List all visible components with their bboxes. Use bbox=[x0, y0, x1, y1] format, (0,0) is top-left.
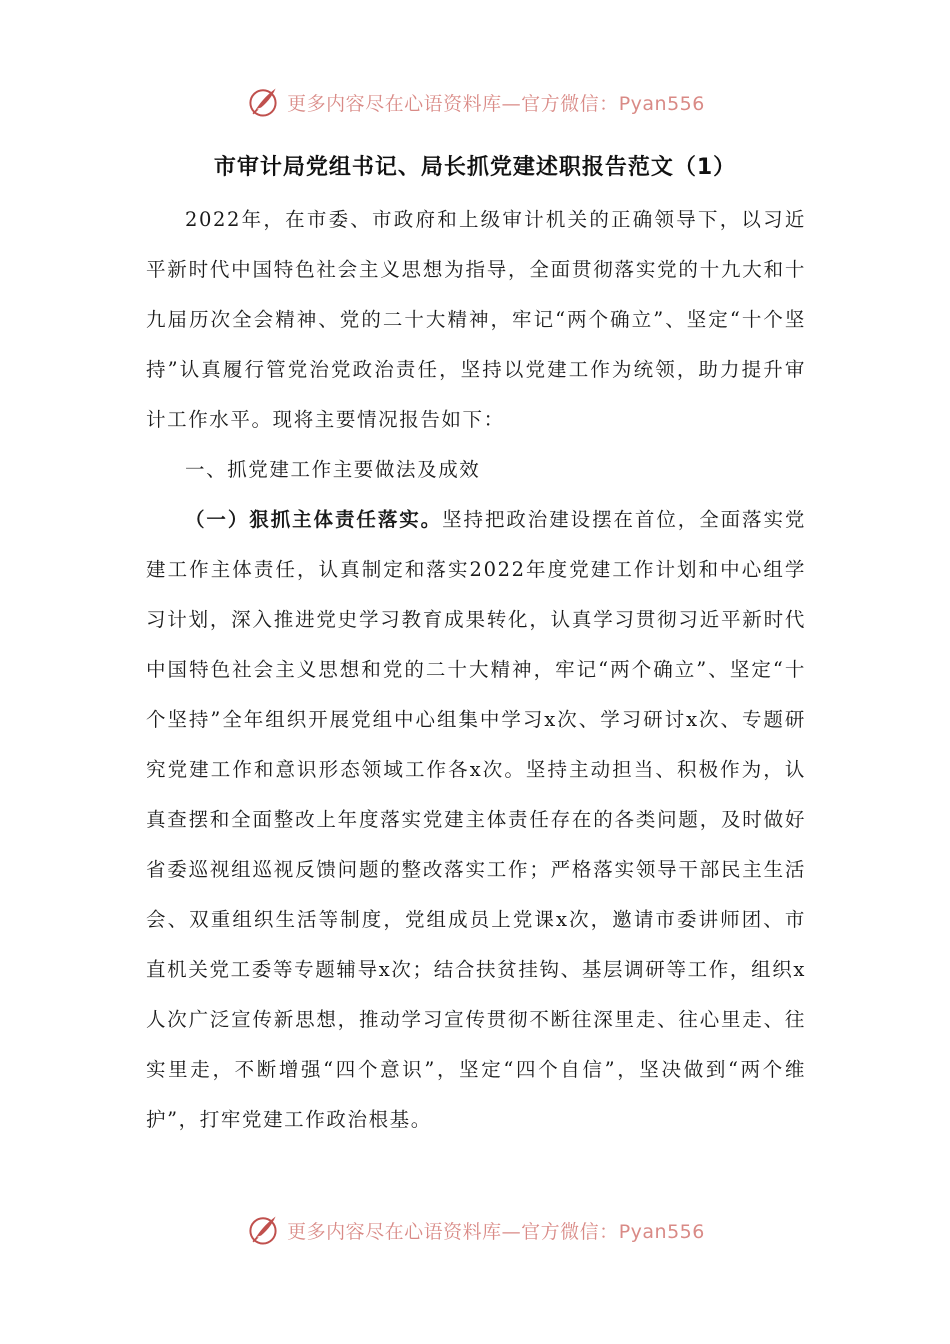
document-title: 市审计局党组书记、局长抓党建述职报告范文（1） bbox=[213, 155, 737, 180]
watermark-wechat-label: 官方微信： bbox=[521, 92, 619, 115]
watermark-wechat-id: Pyan556 bbox=[618, 1220, 705, 1243]
watermark-separator: — bbox=[501, 1220, 522, 1243]
item-1-paragraph bbox=[146, 495, 806, 1145]
quill-pen-logo-icon bbox=[245, 1212, 281, 1248]
watermark-brand: 更多内容尽在心语资料库 bbox=[287, 1220, 502, 1243]
item-1-text: 坚持把政治建设摆在首位，全面落实党建工作主体责任，认真制定和落实2022年度党建工作计划和中心组学习计划，深入推进党史学习教育成果转化，认真学习贯彻习近平新时代中国特色社会主义思想和党的二十大精神，牢记“两个确立”、坚定“十个坚持”全年组织开展党组中心组集中学习x次、学习研讨x次、专题研究党建工作和意识形态领域工作各x次。坚持主动担当、积极作为，认真查摆和全面整改上年度落实党建主体责任存在的各类问题，及时做好省委巡视组巡视反馈问题的整改落实工作；严格落实领导干部民主生活会、双重组织生活等制度，党组成员上党课x次，邀请市委讲师团、市直机关党工委等专题辅导x次；结合扶贫挂钩、基层调研等工作，组织x人次广泛宣传新思想，推动学习宣传贯彻不断往深里走、往心里走、往实里走，不断增强“四个意识”，坚定“四个自信”，坚决做到“两个维护”，打牢党建工作政治根基。 bbox=[146, 508, 807, 1131]
watermark-text bbox=[287, 1217, 705, 1244]
watermark-wechat-id: Pyan556 bbox=[618, 92, 705, 115]
header-watermark bbox=[0, 82, 950, 122]
watermark-brand: 更多内容尽在心语资料库 bbox=[287, 92, 502, 115]
watermark-separator: — bbox=[501, 92, 522, 115]
section-heading: 一、抓党建工作主要做法及成效 bbox=[185, 458, 481, 481]
quill-pen-logo-icon bbox=[245, 84, 281, 120]
footer-watermark bbox=[0, 1210, 950, 1250]
item-1-lead: （一）狠抓主体责任落实。 bbox=[185, 508, 443, 531]
watermark-text bbox=[287, 89, 705, 116]
intro-paragraph: 2022年，在市委、市政府和上级审计机关的正确领导下，以习近平新时代中国特色社会主义思想为指导，全面贯彻落实党的十九大和十九届历次全会精神、党的二十大精神，牢记“两个确立”、坚定“十个坚持”认真履行管党治党政治责任，坚持以党建工作为统领，助力提升审计工作水平。现将主要情况报告如下： bbox=[146, 208, 806, 431]
document-body bbox=[146, 195, 806, 1145]
watermark-wechat-label: 官方微信： bbox=[521, 1220, 619, 1243]
